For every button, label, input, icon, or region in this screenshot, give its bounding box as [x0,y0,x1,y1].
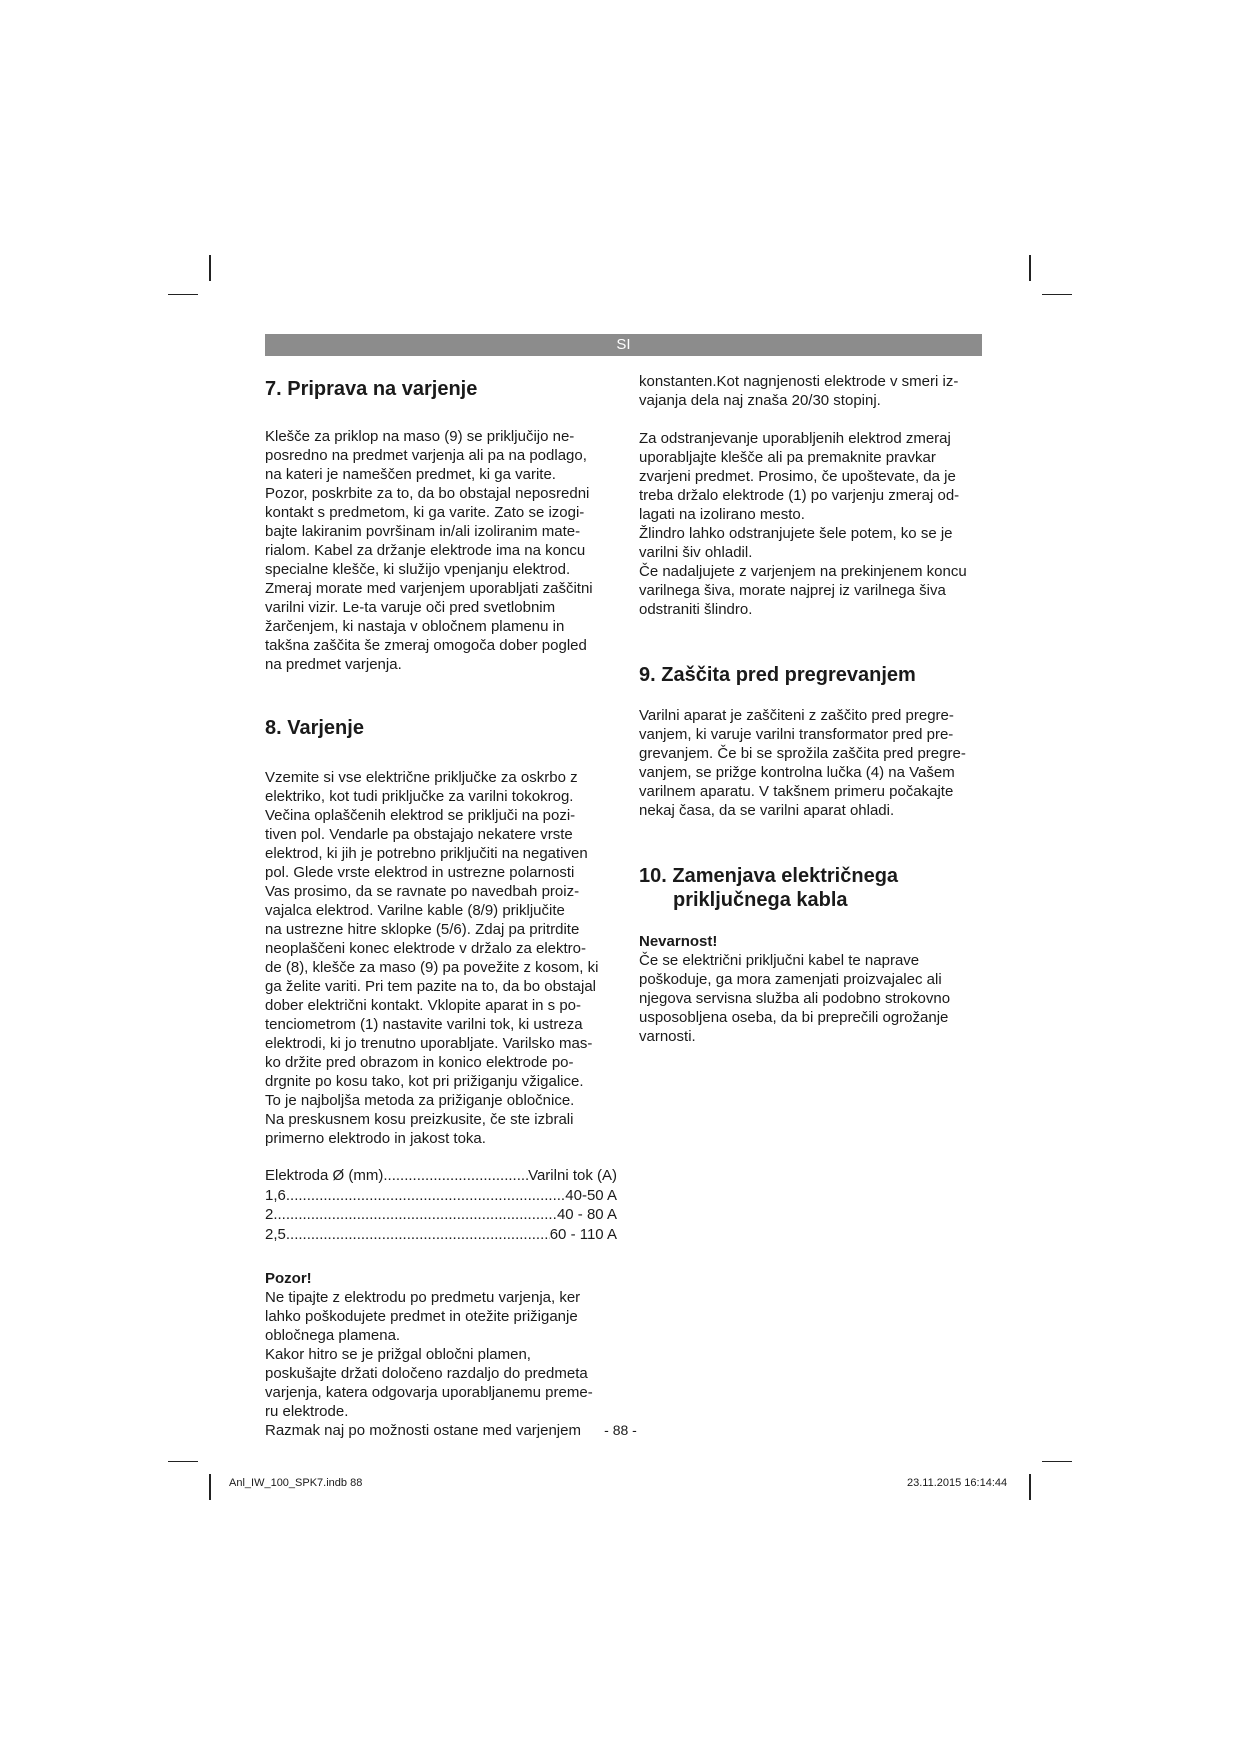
table-header-label: Elektroda Ø (mm) [265,1167,384,1184]
text-line: na predmet varjenja. [265,656,402,673]
text-line: kontakt s predmetom, ki ga varite. Zato se izogi- [265,504,585,521]
table-header-row [265,1166,617,1186]
text-line: Varilni aparat je zaščiteni z zaščito pred pregre- [639,707,954,724]
table-cell-current: 60 - 110 A [549,1225,617,1243]
dot-leader [286,1225,550,1245]
table-row [265,1205,617,1225]
text-line: tenciometrom (1) nastavite varilni tok, ki ustreza [265,1016,583,1033]
crop-mark [168,1461,198,1462]
continuation-text [639,372,991,410]
table-row [265,1186,617,1206]
section-8-text [265,768,617,1148]
text-line: uporabljajte klešče ali pa premaknite pravkar [639,449,936,466]
table-cell-diameter: 2 [265,1206,274,1223]
crop-mark [209,1474,211,1500]
left-column [265,372,617,1440]
text-line: Zmeraj morate med varjenjem uporabljati zaščitni [265,580,593,597]
text-line: Večina oplaščenih elektrod se priključi na pozi- [265,807,576,824]
text-line: Vas prosimo, da se ravnate po navedbah proiz- [265,883,580,900]
text-line: elektrod, ki jih je potrebno priključiti na negativen [265,845,588,862]
section-10-text [639,951,991,1046]
crop-mark [1042,1461,1072,1462]
text-line: dober električni kontakt. Vklopite aparat in s po- [265,997,582,1014]
text-line: poskušajte držati določeno razdaljo do predmeta [265,1365,588,1382]
text-line: Žlindro lahko odstranjujete šele potem, ko se je [639,525,953,542]
text-line: varilnem aparatu. V takšnem primeru počakajte [639,783,954,800]
text-line: Pozor, poskrbite za to, da bo obstajal neposredni [265,485,590,502]
table-cell-current: 40-50 A [565,1186,617,1204]
text-line: lagati na izolirano mesto. [639,506,805,523]
section-10-title-line2: priključnega kabla [673,889,848,911]
text-line: Vzemite si vse električne priključke za oskrbo z [265,769,578,786]
text-line: lahko poškodujete predmet in otežite prižiganje [265,1308,578,1325]
print-timestamp: 23.11.2015 16:14:44 [907,1477,1008,1489]
table-cell-diameter: 2,5 [265,1225,286,1243]
text-line: bajte lakiranim površinam in/ali izoliranim mate- [265,523,581,540]
text-line: pol. Glede vrste elektrod in ustrezne polarnosti [265,864,575,881]
crop-mark [209,255,211,281]
text-line: varilnega šiva, morate najprej iz varilnega šiva [639,582,946,599]
text-line: primerno elektrodo in jakost toka. [265,1130,486,1147]
text-line: de (8), klešče za maso (9) pa povežite z kosom, ki [265,959,599,976]
text-line: neoplaščeni konec elektrode v držalo za elektro- [265,940,587,957]
text-line: To je najboljša metoda za prižiganje obločnice. [265,1092,575,1109]
text-line: posredno na predmet varjenja ali pa na podlago, [265,447,587,464]
text-line: treba držalo elektrode (1) po varjenju zmeraj od- [639,487,960,504]
language-bar: SI [265,334,982,356]
electrode-table [265,1166,617,1244]
crop-mark [168,294,198,295]
text-line: nekaj časa, da se varilni aparat ohladi. [639,802,895,819]
section-8-title: 8. Varjenje [265,717,364,739]
crop-mark [1029,1474,1031,1500]
text-line: Če nadaljujete z varjenjem na prekinjenem koncu [639,563,967,580]
text-line: konstanten.Kot nagnjenosti elektrode v smeri iz- [639,373,959,390]
text-line: varilni šiv ohladil. [639,544,753,561]
text-line: Na preskusnem kosu preizkusite, če ste izbrali [265,1111,574,1128]
text-line: elektriko, kot tudi priključke za varilni tokokrog. [265,788,574,805]
pozor-title: Pozor! [265,1270,312,1287]
table-row [265,1225,617,1245]
text-line: ga želite variti. Pri tem pazite na to, da bo obstajal [265,978,597,995]
text-line: varilni vizir. Le-ta varuje oči pred svetlobnim [265,599,556,616]
text-line: na ustrezne hitre sklopke (5/6). Zdaj pa pritrdite [265,921,580,938]
text-line: Razmak naj po možnosti ostane med varjenjem [265,1422,581,1439]
right-column [639,372,991,1046]
text-line: usposobljena oseba, da bi preprečili ogrožanje [639,1009,949,1026]
text-line: poškoduje, ga mora zamenjati proizvajalec ali [639,971,942,988]
text-line: obločnega plamena. [265,1327,401,1344]
text-line: Kakor hitro se je prižgal obločni plamen, [265,1346,531,1363]
text-line: varjenja, katera odgovarja uporabljanemu preme- [265,1384,593,1401]
section-10-title [639,864,991,912]
electrode-removal-text [639,429,991,619]
text-line: na kateri je nameščen predmet, ki ga varite. [265,466,556,483]
text-line: njegova servisna služba ali podobno strokovno [639,990,951,1007]
dot-leader [273,1205,557,1225]
text-line: varnosti. [639,1028,696,1045]
text-line: takšna zaščita še zmeraj omogoča dober pogled [265,637,587,654]
text-line: Klešče za priklop na maso (9) se priključijo ne- [265,428,575,445]
text-line: elektrodi, ki jo trenutno uporabljate. Varilsko mas- [265,1035,593,1052]
section-10-title-line1: 10. Zamenjava električnega [639,865,899,887]
section-7-text [265,427,617,674]
text-line: grevanjem. Če bi se sprožila zaščita pred pregre- [639,745,966,762]
text-line: Za odstranjevanje uporabljenih elektrod zmeraj [639,430,951,447]
text-line: zvarjeni predmet. Prosimo, če upoštevate, da je [639,468,956,485]
dot-leader [286,1186,565,1206]
section-7-title: 7. Priprava na varjenje [265,378,478,400]
text-line: specialne klešče, ki služijo vpenjanju elektrod. [265,561,571,578]
text-line: Ne tipajte z elektrodu po predmetu varjenja, ker [265,1289,581,1306]
table-cell-diameter: 1,6 [265,1186,286,1204]
text-line: vajanja dela naj znaša 20/30 stopinj. [639,392,881,409]
text-line: rialom. Kabel za držanje elektrode ima na koncu [265,542,586,559]
table-cell-current: 40 - 80 A [556,1206,617,1223]
text-line: ru elektrode. [265,1403,349,1420]
section-9-text [639,706,991,820]
text-line: ko držite pred obrazom in konico elektrode po- [265,1054,574,1071]
nevarnost-title: Nevarnost! [639,933,718,950]
file-info: Anl_IW_100_SPK7.indb 88 [229,1477,363,1489]
page-number: - 88 - [604,1422,637,1438]
text-line: odstraniti šlindro. [639,601,753,618]
text-line: vajalca elektrod. Varilne kable (8/9) priključite [265,902,565,919]
text-line: drgnite po kosu tako, kot pri prižiganju vžigalice. [265,1073,584,1090]
text-line: žarčenjem, ki nastaja v obločnem plamenu in [265,618,565,635]
pozor-text [265,1288,617,1440]
text-line: tiven pol. Vendarle pa obstajajo nekatere vrste [265,826,573,843]
text-line: vanjem, se prižge kontrolna lučka (4) na Vašem [639,764,955,781]
text-line: Če se električni priključni kabel te naprave [639,952,920,969]
dot-leader [383,1166,528,1186]
crop-mark [1029,255,1031,281]
crop-mark [1042,294,1072,295]
text-line: vanjem, ki varuje varilni transformator pred pre- [639,726,954,743]
table-header-value: Varilni tok (A) [528,1167,617,1184]
section-9-title: 9. Zaščita pred pregrevanjem [639,664,916,686]
